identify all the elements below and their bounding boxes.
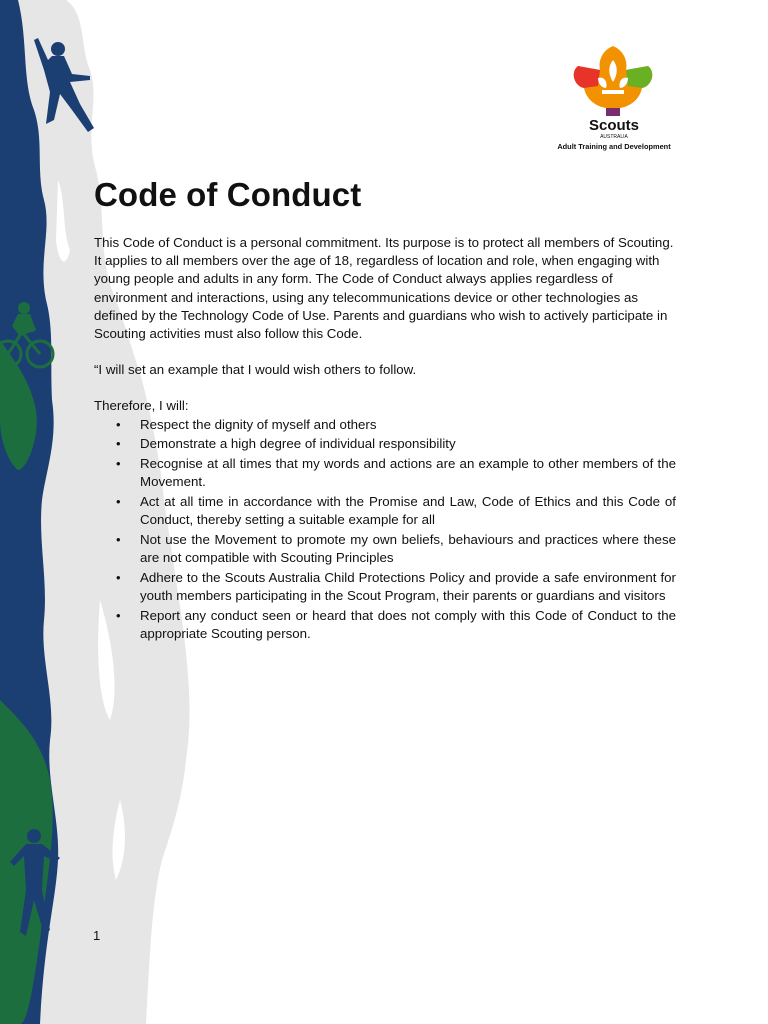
list-item	[94, 607, 676, 643]
bullet-icon: •	[116, 607, 121, 623]
document-body	[94, 234, 676, 645]
bullet-icon: •	[116, 569, 121, 585]
scouts-logo	[548, 42, 680, 158]
list-item-text: Respect the dignity of myself and others	[140, 416, 377, 432]
list-item	[94, 455, 676, 491]
bullet-icon: •	[116, 436, 121, 452]
page-number: 1	[93, 928, 101, 943]
bullet-icon: •	[116, 493, 121, 509]
list-item-text: Report any conduct seen or heard that does not comply with this Code of Conduct to the appropriate Scouting person.	[140, 607, 676, 641]
list-item	[94, 531, 676, 567]
fleur-de-lis-icon	[568, 42, 658, 120]
list-item-text: Act at all time in accordance with the Promise and Law, Code of Ethics and this Code of Conduct, thereby setting a suitable example for all	[140, 493, 676, 528]
commitment-quote: “I will set an example that I would wish others to follow.	[94, 362, 417, 378]
bullet-icon: •	[116, 416, 121, 432]
logo-country: AUSTRALIA	[600, 134, 628, 140]
list-item	[94, 493, 676, 529]
list-item-text: Demonstrate a high degree of individual responsibility	[140, 436, 456, 452]
page-title: Code of Conduct	[94, 176, 362, 213]
list-item-text: Not use the Movement to promote my own beliefs, behaviours and practices where these are not compatible with Scouting Principles	[140, 531, 676, 566]
list-item-text: Recognise at all times that my words and actions are an example to other members of the Movement.	[140, 456, 676, 490]
logo-wordmark: Scouts	[588, 117, 639, 134]
logo-tagline: Adult Training and Development	[557, 142, 671, 151]
list-item-text: Adhere to the Scouts Australia Child Protections Policy and provide a safe environment for youth members participating in the Scout Program, their parents or guardians and visitors	[140, 569, 676, 603]
list-item	[94, 569, 676, 605]
list-item	[94, 435, 676, 453]
list-item	[94, 416, 676, 434]
lead-in-text: Therefore, I will:	[94, 398, 189, 414]
intro-paragraph: This Code of Conduct is a personal commitment. Its purpose is to protect all members of Scouting. It applies to all members over the age of 18, regardless of location and role, when engaging with young people and adults in any form. The Code of Conduct always applies regardless of environment and interactions, using any telecommunications device or other technologies as defined by the Technology Code of Use. Parents and guardians who wish to actively participate in Scouting activities must also follow this Code.	[94, 235, 674, 342]
bullet-icon: •	[116, 531, 121, 547]
bullet-icon: •	[116, 456, 121, 472]
commitments-list	[94, 416, 676, 643]
